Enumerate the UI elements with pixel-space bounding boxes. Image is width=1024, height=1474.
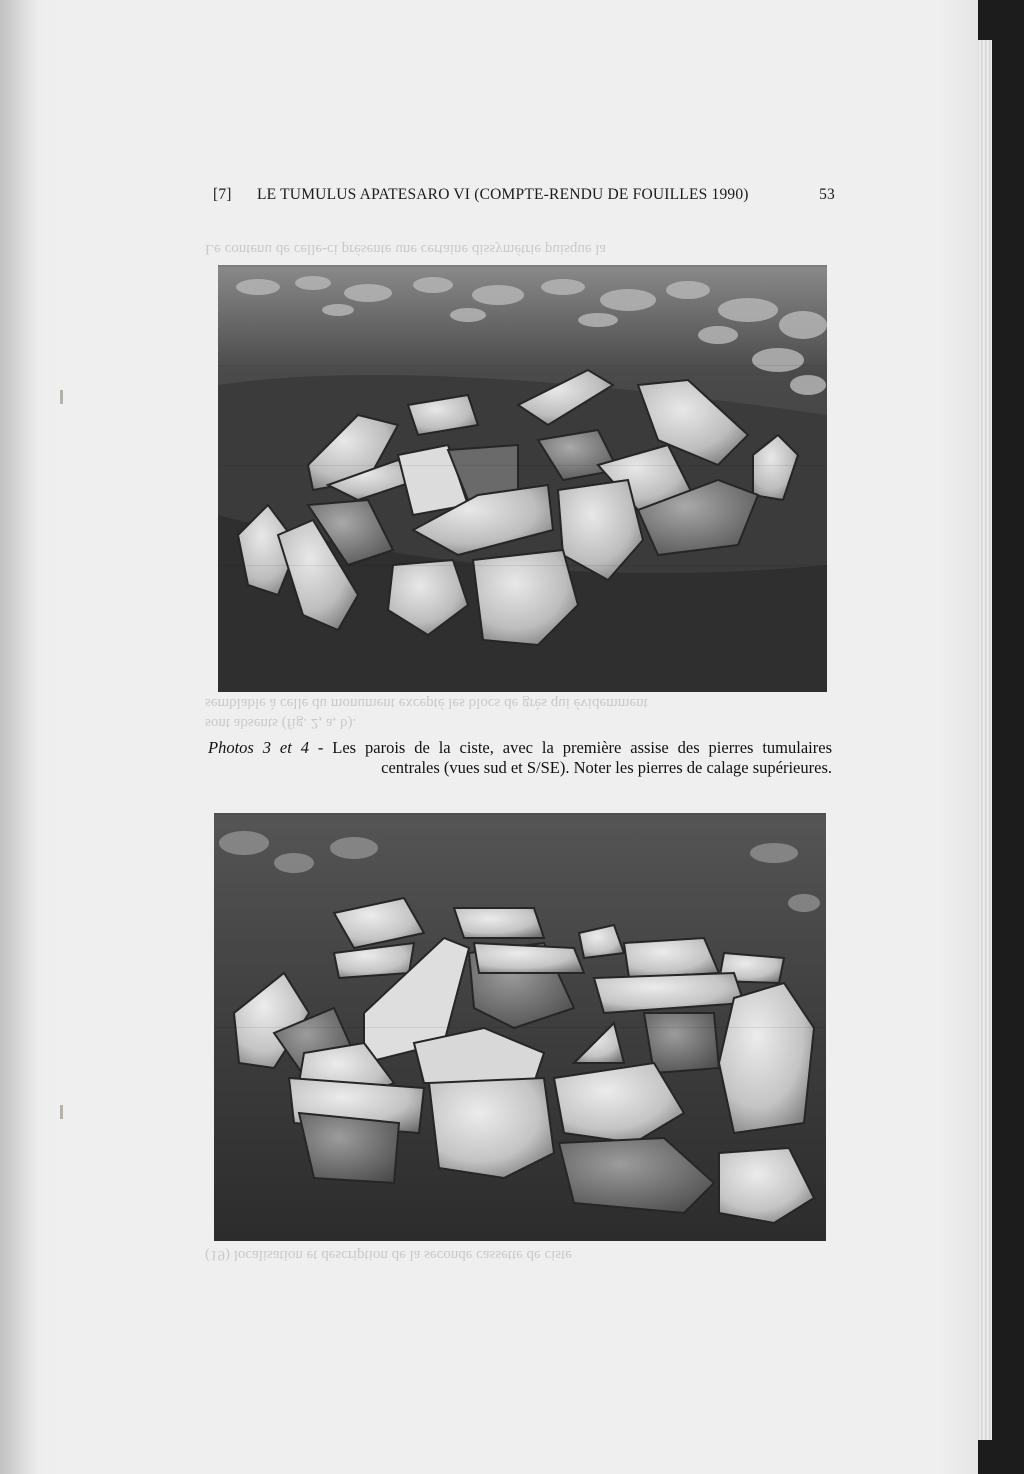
section-tag: [7] bbox=[213, 186, 232, 203]
photo-4-image bbox=[214, 813, 826, 1241]
margin-mark bbox=[60, 1105, 63, 1119]
show-through-text: (19) localisation et description de la seconde cassette de ciste bbox=[205, 1247, 572, 1263]
show-through-text: Le contenu de celle-ci présente une certaine dissymétrie puisque la bbox=[205, 241, 607, 257]
caption-label: Photos 3 et 4 bbox=[208, 738, 309, 757]
running-head bbox=[213, 186, 835, 208]
photo-3-image bbox=[218, 265, 827, 692]
photo-caption bbox=[208, 738, 832, 778]
caption-text-2: centrales (vues sud et S/SE). Noter les pierres de calage supérieures. bbox=[381, 758, 832, 777]
page-number: 53 bbox=[819, 186, 835, 203]
show-through-text: sont absents (fig. 2, a, b). bbox=[205, 715, 357, 731]
running-title: LE TUMULUS APATESARO VI (COMPTE-RENDU DE FOUILLES 1990) bbox=[257, 186, 749, 203]
page-edge bbox=[978, 40, 992, 1440]
photo-4 bbox=[214, 813, 826, 1241]
photo-3 bbox=[218, 265, 827, 692]
gutter-shadow bbox=[0, 0, 40, 1474]
caption-line-1 bbox=[208, 738, 832, 758]
margin-mark bbox=[60, 390, 63, 404]
caption-text-1: - Les parois de la ciste, avec la première assise des pierres tumulaires bbox=[308, 738, 832, 757]
show-through-text: semblable à celle du monument excepté les blocs de grès qui évidemment bbox=[205, 695, 648, 711]
